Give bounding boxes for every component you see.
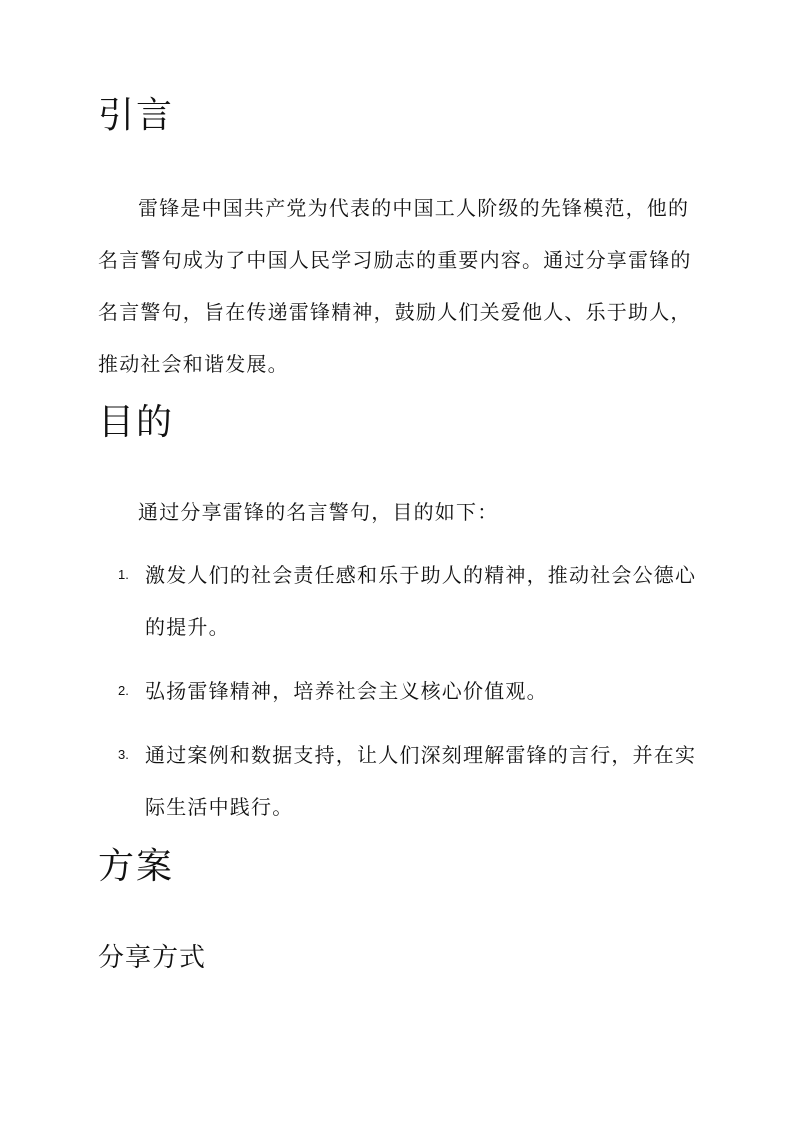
list-item-number: 3. [118,747,129,762]
list-item-text: 弘扬雷锋精神，培养社会主义核心价值观。 [145,679,548,703]
list-item [118,665,702,717]
list-item-number: 2. [118,683,129,698]
list-item-text: 激发人们的社会责任感和乐于助人的精神，推动社会公德心的提升。 [145,563,697,639]
purpose-lead: 通过分享雷锋的名言警句，目的如下： [138,500,499,524]
heading-intro: 引言 [98,95,175,136]
heading-plan: 方案 [98,846,175,887]
heading-purpose: 目的 [98,402,175,443]
list-item-text: 通过案例和数据支持，让人们深刻理解雷锋的言行，并在实际生活中践行。 [145,743,697,819]
list-item [118,549,702,653]
list-item-number: 1. [118,567,129,582]
list-item [118,729,702,833]
subheading-share-method: 分享方式 [98,943,207,973]
purpose-list [118,549,702,845]
intro-paragraph: 雷锋是中国共产党为代表的中国工人阶级的先锋模范，他的名言警句成为了中国人民学习励志的重要内容。通过分享雷锋的名言警句，旨在传递雷锋精神，鼓励人们关爱他人、乐于助人，推动社会和谐发展。 [98,196,692,376]
